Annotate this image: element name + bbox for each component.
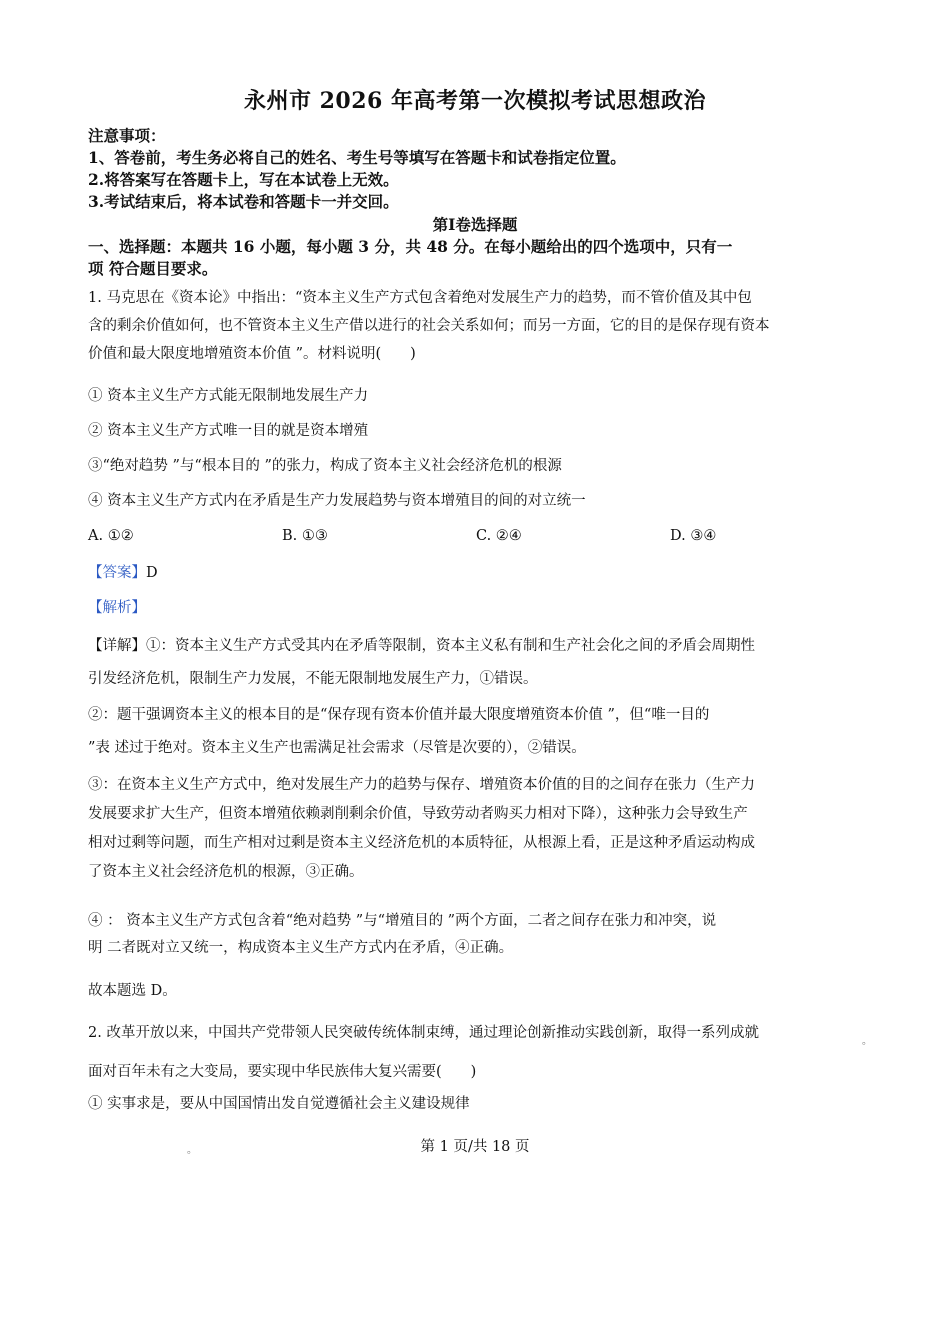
q1-detail-line: 相对过剩等问题，而生产相对过剩是资本主义经济危机的本质特征，从根源上看，正是这种矛盾运动构成 — [88, 835, 755, 851]
q1-detail-line: ”表 述过于绝对。资本主义生产也需满足社会需求（尽管是次要的），②错误。 — [88, 740, 586, 756]
dot-mark: 。 — [187, 1145, 197, 1156]
q1-statement: ③“绝对趋势 ”与“根本目的 ”的张力，构成了资本主义社会经济危机的根源 — [88, 458, 562, 474]
notice-item: 1、答卷前，考生务必将自己的姓名、考生号等填写在答题卡和试卷指定位置。 — [88, 148, 626, 167]
q1-detail-line: 明 二者既对立又统一，构成资本主义生产方式内在矛盾，④正确。 — [88, 940, 514, 956]
q1-detail-line: 引发经济危机，限制生产力发展，不能无限制地发展生产力，①错误。 — [88, 671, 538, 687]
q1-detail-line: 发展要求扩大生产，但资本增殖依赖剥削剩余价值，导致劳动者购买力相对下降），这种张力会导致生产 — [88, 806, 748, 822]
q1-answer — [88, 558, 868, 588]
part-heading-line: 项 符合题目要求。 — [88, 259, 218, 278]
notice-heading: 注意事项： — [88, 126, 166, 145]
answer-tag: 【答案】 — [88, 565, 146, 581]
q1-stem-line: 含的剩余价值如何，也不管资本主义生产借以进行的社会关系如何；而另一方面，它的目的是保存现有资本 — [88, 318, 770, 334]
section-title: 第Ⅰ卷选择题 — [432, 215, 518, 234]
q2-stem-line: 面对百年未有之大变局，要实现中华民族伟大复兴需要( ) — [88, 1064, 477, 1080]
notice-item: 2.将答案写在答题卡上，写在本试卷上无效。 — [88, 170, 399, 189]
q1-option-b: B. ①③ — [282, 528, 328, 544]
q2-stem-line: 2. 改革开放以来，中国共产党带领人民突破传统体制束缚，通过理论创新推动实践创新，取得一系列成就 — [88, 1025, 759, 1041]
q1-conclusion: 故本题选 D。 — [88, 983, 177, 999]
q1-detail-line: 了资本主义社会经济危机的根源，③正确。 — [88, 864, 364, 880]
q1-detail-line: 【详解】①：资本主义生产方式受其内在矛盾等限制，资本主义私有制和生产社会化之间的矛盾会周期性 — [88, 638, 755, 654]
dot-mark: 。 — [862, 1036, 872, 1047]
q1-option-a: A. ①② — [88, 528, 134, 544]
q1-detail-line: ③：在资本主义生产方式中，绝对发展生产力的趋势与保存、增殖资本价值的目的之间存在张力（生产力 — [88, 777, 755, 793]
q1-option-d: D. ③④ — [670, 528, 717, 544]
q1-stem-line: 价值和最大限度地增殖资本价值 ”。材料说明( ) — [88, 346, 416, 362]
q1-stem-line: 1. 马克思在《资本论》中指出：“资本主义生产方式包含着绝对发展生产力的趋势，而不管价值及其中包 — [88, 290, 752, 306]
q1-detail-line: ④ ： 资本主义生产方式包含着“绝对趋势 ”与“增殖目的 ”两个方面，二者之间存在张力和冲突，说 — [88, 913, 717, 929]
q1-statement: ④ 资本主义生产方式内在矛盾是生产力发展趋势与资本增殖目的间的对立统一 — [88, 493, 586, 509]
answer-value: D — [146, 565, 158, 581]
q1-statement: ② 资本主义生产方式唯一目的就是资本增殖 — [88, 423, 369, 439]
part-heading-line: 一、选择题：本题共 16 小题，每小题 3 分，共 48 分。在每小题给出的四个选项中，只有一 — [88, 237, 733, 256]
q1-option-c: C. ②④ — [476, 528, 522, 544]
q2-statement: ① 实事求是，要从中国国情出发自觉遵循社会主义建设规律 — [88, 1096, 470, 1112]
notice-item: 3.考试结束后，将本试卷和答题卡一并交回。 — [88, 192, 399, 211]
q1-detail-line: ②：题干强调资本主义的根本目的是“保存现有资本价值并最大限度增殖资本价值 ”，但“唯一目的 — [88, 707, 710, 723]
q1-analysis-tag — [88, 593, 868, 623]
analysis-tag: 【解析】 — [88, 600, 146, 616]
q1-statement: ① 资本主义生产方式能无限制地发展生产力 — [88, 388, 369, 404]
page-footer: 第 1 页/共 18 页 — [420, 1139, 530, 1155]
page-title: 永州市 2026 年高考第一次模拟考试思想政治 — [243, 88, 707, 114]
